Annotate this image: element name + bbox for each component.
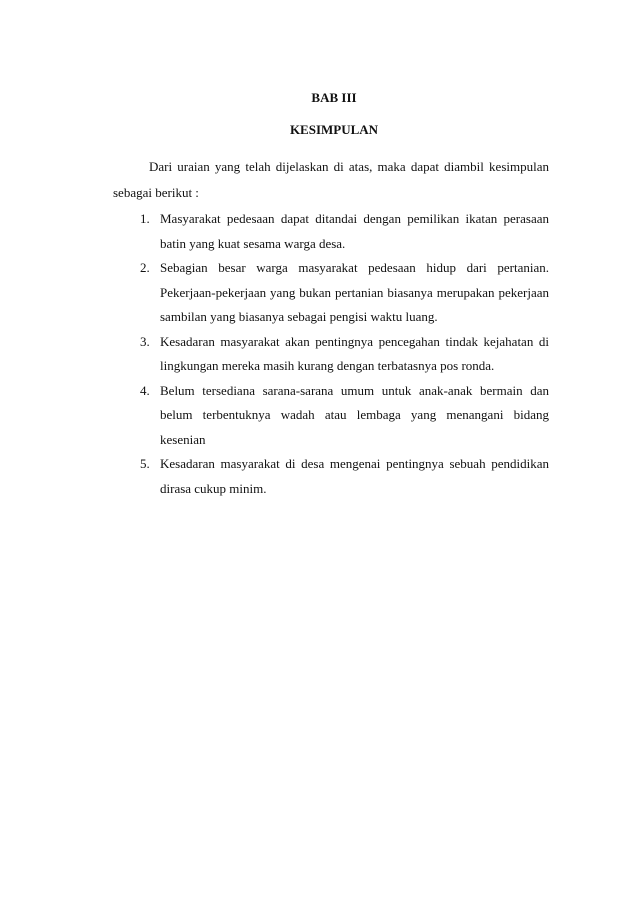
- list-item: [113, 379, 549, 453]
- list-item-text: Sebagian besar warga masyarakat pedesaan hidup dari pertanian. Pekerjaan-pekerjaan yang bukan pertanian biasanya merupakan pekerjaan sambilan yang biasanya sebagai pengisi waktu luang.: [160, 260, 549, 324]
- list-item-text: Masyarakat pedesaan dapat ditandai dengan pemilikan ikatan perasaan batin yang kuat sesama warga desa.: [160, 211, 549, 251]
- list-item-text: Kesadaran masyarakat akan pentingnya pencegahan tindak kejahatan di lingkungan mereka masih kurang dengan terbatasnya pos ronda.: [160, 333, 549, 373]
- conclusion-list: [113, 207, 549, 501]
- list-item-text: Belum tersediana sarana-sarana umum untuk anak-anak bermain dan belum terbentuknya wadah atau lembaga yang menangani bidang kesenian: [160, 382, 549, 447]
- list-item-number: 1.: [140, 211, 150, 226]
- list-item-number: 4.: [140, 382, 150, 398]
- list-item-text: Kesadaran masyarakat di desa mengenai pentingnya sebuah pendidikan dirasa cukup minim.: [160, 456, 549, 496]
- list-item: [113, 256, 549, 330]
- list-item-number: 2.: [140, 260, 150, 275]
- chapter-heading: BAB III: [311, 90, 357, 105]
- list-item: [113, 452, 549, 501]
- list-item: [113, 207, 549, 256]
- chapter-title: KESIMPULAN: [289, 122, 379, 137]
- intro-paragraph: Dari uraian yang telah dijelaskan di atas, maka dapat diambil kesimpulan sebagai berikut :: [113, 159, 549, 200]
- list-item-number: 5.: [140, 456, 150, 471]
- list-item: [113, 330, 549, 379]
- list-item-number: 3.: [140, 333, 150, 349]
